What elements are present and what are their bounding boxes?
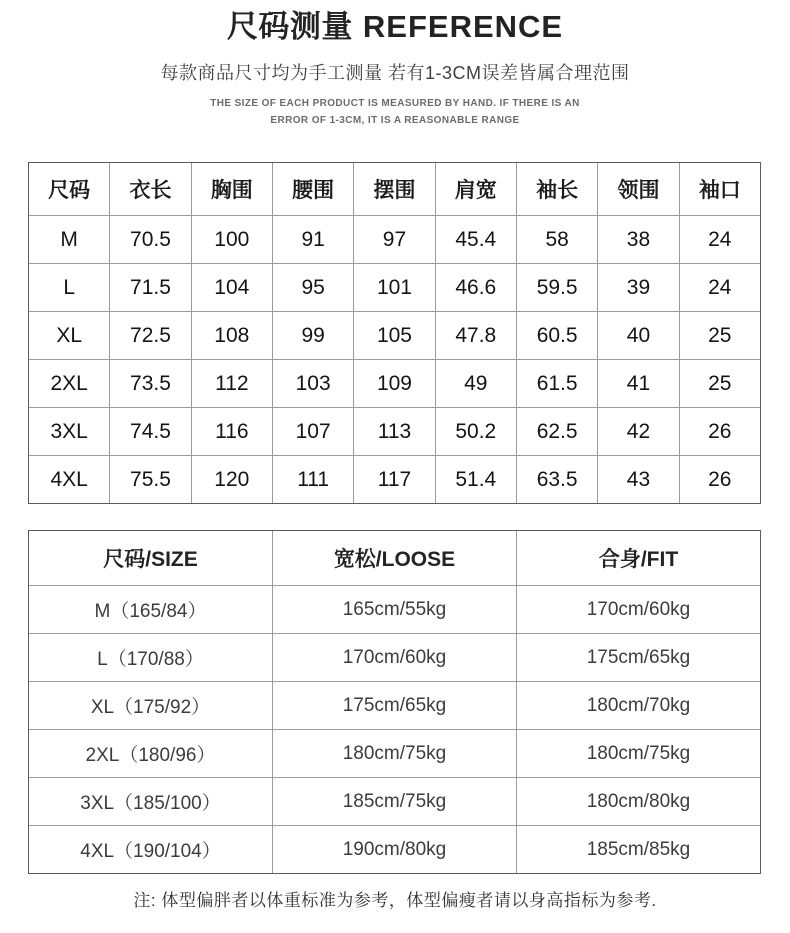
- size-cell: 39: [598, 264, 679, 312]
- size-table-row: [29, 312, 761, 360]
- size-cell: 58: [516, 216, 597, 264]
- fit-table-row: [29, 826, 761, 874]
- size-col-header: 摆围: [354, 163, 435, 216]
- fit-cell: 170cm/60kg: [517, 586, 761, 634]
- size-col-header: 衣长: [110, 163, 191, 216]
- size-col-header: 袖口: [679, 163, 760, 216]
- size-col-header: 腰围: [272, 163, 353, 216]
- fit-table-row: [29, 730, 761, 778]
- size-cell: 51.4: [435, 456, 516, 504]
- fit-cell: 185cm/75kg: [273, 778, 517, 826]
- size-cell: 26: [679, 456, 760, 504]
- fit-cell: M（165/84）: [29, 586, 273, 634]
- fit-cell: L（170/88）: [29, 634, 273, 682]
- page-title-en: REFERENCE: [362, 9, 564, 44]
- subtitle-en-line1: THE SIZE OF EACH PRODUCT IS MEASURED BY HAND. IF THERE IS AN: [210, 98, 580, 109]
- size-cell: 116: [191, 408, 272, 456]
- size-cell: 60.5: [516, 312, 597, 360]
- fit-table-row: [29, 634, 761, 682]
- fit-cell: 180cm/80kg: [517, 778, 761, 826]
- fit-cell: 175cm/65kg: [273, 682, 517, 730]
- fit-col-header: 合身/FIT: [517, 531, 761, 586]
- size-cell: 38: [598, 216, 679, 264]
- size-cell: 26: [679, 408, 760, 456]
- size-cell: 112: [191, 360, 272, 408]
- size-cell: 41: [598, 360, 679, 408]
- fit-col-header: 尺码/SIZE: [29, 531, 273, 586]
- size-cell: 40: [598, 312, 679, 360]
- size-cell: 49: [435, 360, 516, 408]
- size-cell: 91: [272, 216, 353, 264]
- size-cell: 97: [354, 216, 435, 264]
- size-cell: 99: [272, 312, 353, 360]
- fit-cell: 4XL（190/104）: [29, 826, 273, 874]
- size-col-header: 袖长: [516, 163, 597, 216]
- fit-cell: 175cm/65kg: [517, 634, 761, 682]
- size-cell: XL: [29, 312, 110, 360]
- size-cell: 25: [679, 360, 760, 408]
- page-title-cn: 尺码测量: [226, 9, 353, 44]
- subtitle-en: [0, 95, 790, 129]
- size-cell: 75.5: [110, 456, 191, 504]
- size-cell: 113: [354, 408, 435, 456]
- fit-cell: 185cm/85kg: [517, 826, 761, 874]
- size-cell: 74.5: [110, 408, 191, 456]
- size-table-row: [29, 264, 761, 312]
- size-cell: 47.8: [435, 312, 516, 360]
- fit-cell: 170cm/60kg: [273, 634, 517, 682]
- size-cell: 107: [272, 408, 353, 456]
- size-cell: 104: [191, 264, 272, 312]
- page-title: [0, 7, 790, 46]
- fit-table-row: [29, 586, 761, 634]
- size-table-header-row: [29, 163, 761, 216]
- size-cell: 105: [354, 312, 435, 360]
- size-cell: 42: [598, 408, 679, 456]
- size-cell: 24: [679, 216, 760, 264]
- subtitle-cn: 每款商品尺寸均为手工测量 若有1-3CM误差皆属合理范围: [160, 63, 630, 83]
- size-col-header: 尺码: [29, 163, 110, 216]
- size-cell: 108: [191, 312, 272, 360]
- fit-cell: 180cm/75kg: [273, 730, 517, 778]
- size-col-header: 领围: [598, 163, 679, 216]
- size-cell: 45.4: [435, 216, 516, 264]
- footer-note: 注: 体型偏胖者以体重标准为参考，体型偏瘦者请以身高指标为参考.: [133, 891, 657, 910]
- size-cell: 43: [598, 456, 679, 504]
- height-weight-fit-table: [28, 530, 761, 874]
- size-cell: 111: [272, 456, 353, 504]
- size-cell: 70.5: [110, 216, 191, 264]
- subtitle-en-line2: ERROR OF 1-3CM, IT IS A REASONABLE RANGE: [270, 115, 520, 126]
- size-table-row: [29, 216, 761, 264]
- size-cell: 100: [191, 216, 272, 264]
- fit-cell: XL（175/92）: [29, 682, 273, 730]
- size-cell: 25: [679, 312, 760, 360]
- size-cell: 62.5: [516, 408, 597, 456]
- size-cell: 2XL: [29, 360, 110, 408]
- fit-cell: 190cm/80kg: [273, 826, 517, 874]
- fit-table-row: [29, 682, 761, 730]
- size-cell: 95: [272, 264, 353, 312]
- size-cell: 117: [354, 456, 435, 504]
- size-cell: 50.2: [435, 408, 516, 456]
- size-table-row: [29, 408, 761, 456]
- size-col-header: 肩宽: [435, 163, 516, 216]
- size-cell: 63.5: [516, 456, 597, 504]
- fit-table-row: [29, 778, 761, 826]
- size-cell: 73.5: [110, 360, 191, 408]
- fit-cell: 2XL（180/96）: [29, 730, 273, 778]
- size-cell: 109: [354, 360, 435, 408]
- size-cell: 3XL: [29, 408, 110, 456]
- size-cell: 72.5: [110, 312, 191, 360]
- fit-cell: 180cm/70kg: [517, 682, 761, 730]
- size-cell: 4XL: [29, 456, 110, 504]
- size-table-row: [29, 360, 761, 408]
- size-cell: 103: [272, 360, 353, 408]
- size-table-row: [29, 456, 761, 504]
- size-cell: 101: [354, 264, 435, 312]
- size-cell: 59.5: [516, 264, 597, 312]
- size-cell: L: [29, 264, 110, 312]
- fit-table-header-row: [29, 531, 761, 586]
- size-cell: 61.5: [516, 360, 597, 408]
- fit-col-header: 宽松/LOOSE: [273, 531, 517, 586]
- size-col-header: 胸围: [191, 163, 272, 216]
- size-cell: 24: [679, 264, 760, 312]
- size-cell: 46.6: [435, 264, 516, 312]
- size-cell: 71.5: [110, 264, 191, 312]
- fit-cell: 3XL（185/100）: [29, 778, 273, 826]
- size-cell: M: [29, 216, 110, 264]
- fit-cell: 180cm/75kg: [517, 730, 761, 778]
- fit-cell: 165cm/55kg: [273, 586, 517, 634]
- size-cell: 120: [191, 456, 272, 504]
- size-measure-table: [28, 162, 761, 504]
